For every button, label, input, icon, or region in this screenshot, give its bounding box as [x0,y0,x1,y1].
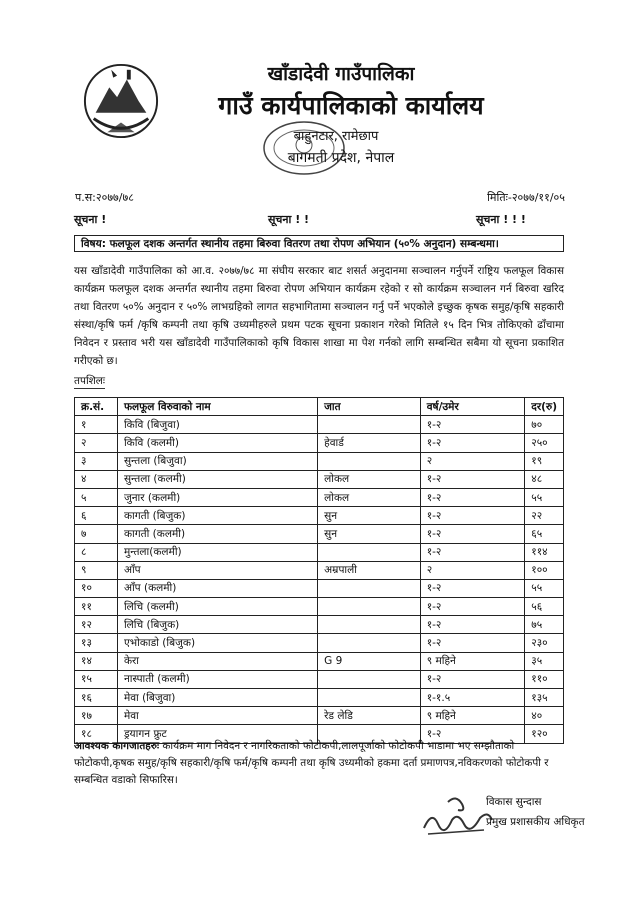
cell-variety [318,634,421,652]
cell-plant-name: सुन्तला (कलमी) [117,470,317,488]
cell-plant-name: किवि (बिजुवा) [117,416,317,434]
header-plant-name: फलफूल विरुवाको नाम [117,398,317,416]
cell-serial: ६ [75,507,118,525]
cell-rate: ५६ [525,598,564,616]
cell-variety: सुन [318,525,421,543]
table-row [75,598,564,616]
table-row [75,452,564,470]
cell-plant-name: कागती (कलमी) [117,525,317,543]
cell-rate: ४० [525,707,564,725]
cell-serial: ४ [75,470,118,488]
cell-serial: ९ [75,561,118,579]
notice-label-1: सूचना ! [74,213,107,226]
header-rate: दर(रु) [525,398,564,416]
cell-rate: ५५ [525,579,564,597]
cell-serial: ११ [75,598,118,616]
table-row [75,634,564,652]
table-row [75,507,564,525]
header-age: वर्ष/उमेर [420,398,525,416]
cell-plant-name: मेवा (बिजुवा) [117,689,317,707]
table-row [75,652,564,670]
cell-plant-name: एभोकाडो (बिजुक) [117,634,317,652]
cell-variety [318,579,421,597]
cell-serial: ८ [75,543,118,561]
cell-serial: १० [75,579,118,597]
table-row [75,543,564,561]
table-row [75,670,564,688]
cell-rate: ७० [525,416,564,434]
cell-rate: २३० [525,634,564,652]
cell-serial: १४ [75,652,118,670]
cell-rate: २२ [525,507,564,525]
table-row [75,579,564,597]
cell-plant-name: लिचि (बिजुक) [117,616,317,634]
cell-plant-name: आँप (कलमी) [117,579,317,597]
cell-age: १-२ [420,543,525,561]
notice-date: मितिः-२०७७/११/०५ [487,191,565,204]
cell-age: १-२ [420,525,525,543]
signatory-title: प्रमुख प्रशासकीय अधिकृत [486,816,585,828]
cell-variety [318,689,421,707]
signatory-name: विकास सुन्दास [486,796,542,808]
documents-label: आवश्यक कागजातहरुः [74,740,160,752]
office-province: बागमती प्रदेश, नेपाल [287,150,395,166]
office-place: बाहुनटार, रामेछाप [293,129,379,144]
notice-label-2: सूचना ! ! [268,213,310,226]
cell-plant-name: किवि (कलमी) [117,434,317,452]
cell-serial: १७ [75,707,118,725]
cell-variety: अम्रपाली [318,561,421,579]
cell-variety [318,598,421,616]
cell-rate: १३५ [525,689,564,707]
cell-serial: १६ [75,689,118,707]
org-name: खाँडादेवी गाउँपालिका [267,63,415,85]
header-serial: क्र.सं. [75,398,118,416]
table-row [75,561,564,579]
cell-plant-name: लिचि (कलमी) [117,598,317,616]
cell-rate: १०० [525,561,564,579]
cell-age: १-२ [420,634,525,652]
cell-age: १-२ [420,579,525,597]
cell-age: १-१.५ [420,689,525,707]
cell-variety [318,543,421,561]
cell-serial: १ [75,416,118,434]
table-row [75,416,564,434]
cell-plant-name: ड्रयागन फ्रुट [117,725,317,743]
table-row [75,434,564,452]
cell-variety [318,416,421,434]
office-title: गाउँ कार्यपालिकाको कार्यालय [218,91,484,120]
table-row [75,616,564,634]
documents-text: कार्यक्रम माग निवेदन र नागरिकताको फोटोकपी,लालपूर्जाको फोटोकपी भाडामा भए सम्झौताको फोटोकपी,कृषक समुह/कृषि सहकारी/कृषि फर्म/कृषि कम्पनी तथा कृषि उध्यमीको हकमा दर्ता प्रमाणपत्र,नविकरणको फोटोकपी र सम्बन्धित वडाको सिफारिस। [74,740,549,786]
cell-age: १-२ [420,507,525,525]
cell-age: ९ महिने [420,652,525,670]
cell-age: २ [420,561,525,579]
notice-label-3: सूचना ! ! ! [476,213,526,226]
cell-serial: १५ [75,670,118,688]
cell-serial: १२ [75,616,118,634]
cell-variety: G 9 [318,652,421,670]
cell-variety [318,452,421,470]
cell-serial: ५ [75,488,118,506]
cell-age: १-२ [420,725,525,743]
table-row [75,707,564,725]
cell-rate: ११० [525,670,564,688]
cell-rate: ४८ [525,470,564,488]
cell-serial: ३ [75,452,118,470]
cell-variety: रेड लेडि [318,707,421,725]
cell-variety: लोकल [318,488,421,506]
cell-variety: सुन [318,507,421,525]
notice-body: यस खाँडादेवी गाउँपालिका को आ.व. २०७७/७८ मा संघीय सरकार बाट शसर्त अनुदानमा सञ्चालन गर्नुपर्ने राष्ट्रिय फलफूल विकास कार्यक्रम फलफूल दशक अन्तर्गत स्थानीय तहमा बिरुवा रोपण अभियान कार्यक्रम रहेको र सो कार्यक्रम सञ्चालन गर्न बिरुवा खरिद तथा वितरण ५०% अनुदान र ५०% लाभग्रहिको लागत सहभागितामा सञ्चालन गर्नु पर्ने भएकोले इच्छुक कृषक समुह/कृषि सहकारी संस्था/कृषि फर्म /कृषि कम्पनी तथा कृषि उध्यमीहरुले प्रथम पटक सूचना प्रकाशन गरेको मितिले १५ दिन भित्र तोकिएको ढाँचामा निवेदन र प्रस्ताव भरी यस खाँडादेवी गाउँपालिकाको कृषि विकास शाखा मा पेश गर्नको लागि सम्बन्धित सबैमा यो सूचना प्रकाशित गरीएको छ। [74,265,564,367]
cell-plant-name: आँप [117,561,317,579]
cell-age: १-२ [420,416,525,434]
cell-plant-name: केरा [117,652,317,670]
cell-rate: ७५ [525,616,564,634]
cell-rate: ५५ [525,488,564,506]
cell-rate: १२० [525,725,564,743]
header-variety: जात [318,398,421,416]
sapling-rate-table [74,397,564,744]
cell-variety: लोकल [318,470,421,488]
table-row [75,689,564,707]
cell-plant-name: मेवा [117,707,317,725]
cell-rate: ६५ [525,525,564,543]
cell-age: १-२ [420,670,525,688]
table-header-row [75,398,564,416]
schedule-label: तपशिलः [74,375,106,387]
table-row [75,488,564,506]
cell-rate: ११४ [525,543,564,561]
table-row [75,525,564,543]
cell-variety [318,616,421,634]
cell-age: १-२ [420,470,525,488]
cell-serial: ७ [75,525,118,543]
cell-plant-name: जुनार (कलमी) [117,488,317,506]
table-row [75,470,564,488]
cell-variety: हेवार्ड [318,434,421,452]
cell-age: १-२ [420,488,525,506]
cell-age: १-२ [420,598,525,616]
cell-serial: १३ [75,634,118,652]
cell-rate: ३५ [525,652,564,670]
cell-plant-name: कागती (बिजुक) [117,507,317,525]
cell-variety [318,670,421,688]
cell-age: १-२ [420,434,525,452]
cell-plant-name: सुन्तला (बिजुवा) [117,452,317,470]
cell-plant-name: नास्पाती (कलमी) [117,670,317,688]
cell-rate: १९ [525,452,564,470]
cell-rate: २५० [525,434,564,452]
reference-number: प.स:२०७७/७८ [75,191,134,204]
cell-serial: १८ [75,725,118,743]
required-documents [74,738,564,789]
subject-line: विषय: फलफूल दशक अन्तर्गत स्थानीय तहमा बिरुवा वितरण तथा रोपण अभियान (५०% अनुदान) सम्बन्धमा। [74,235,564,252]
cell-age: ९ महिने [420,707,525,725]
cell-age: २ [420,452,525,470]
cell-age: १-२ [420,616,525,634]
cell-serial: २ [75,434,118,452]
cell-plant-name: मुन्तला(कलमी) [117,543,317,561]
